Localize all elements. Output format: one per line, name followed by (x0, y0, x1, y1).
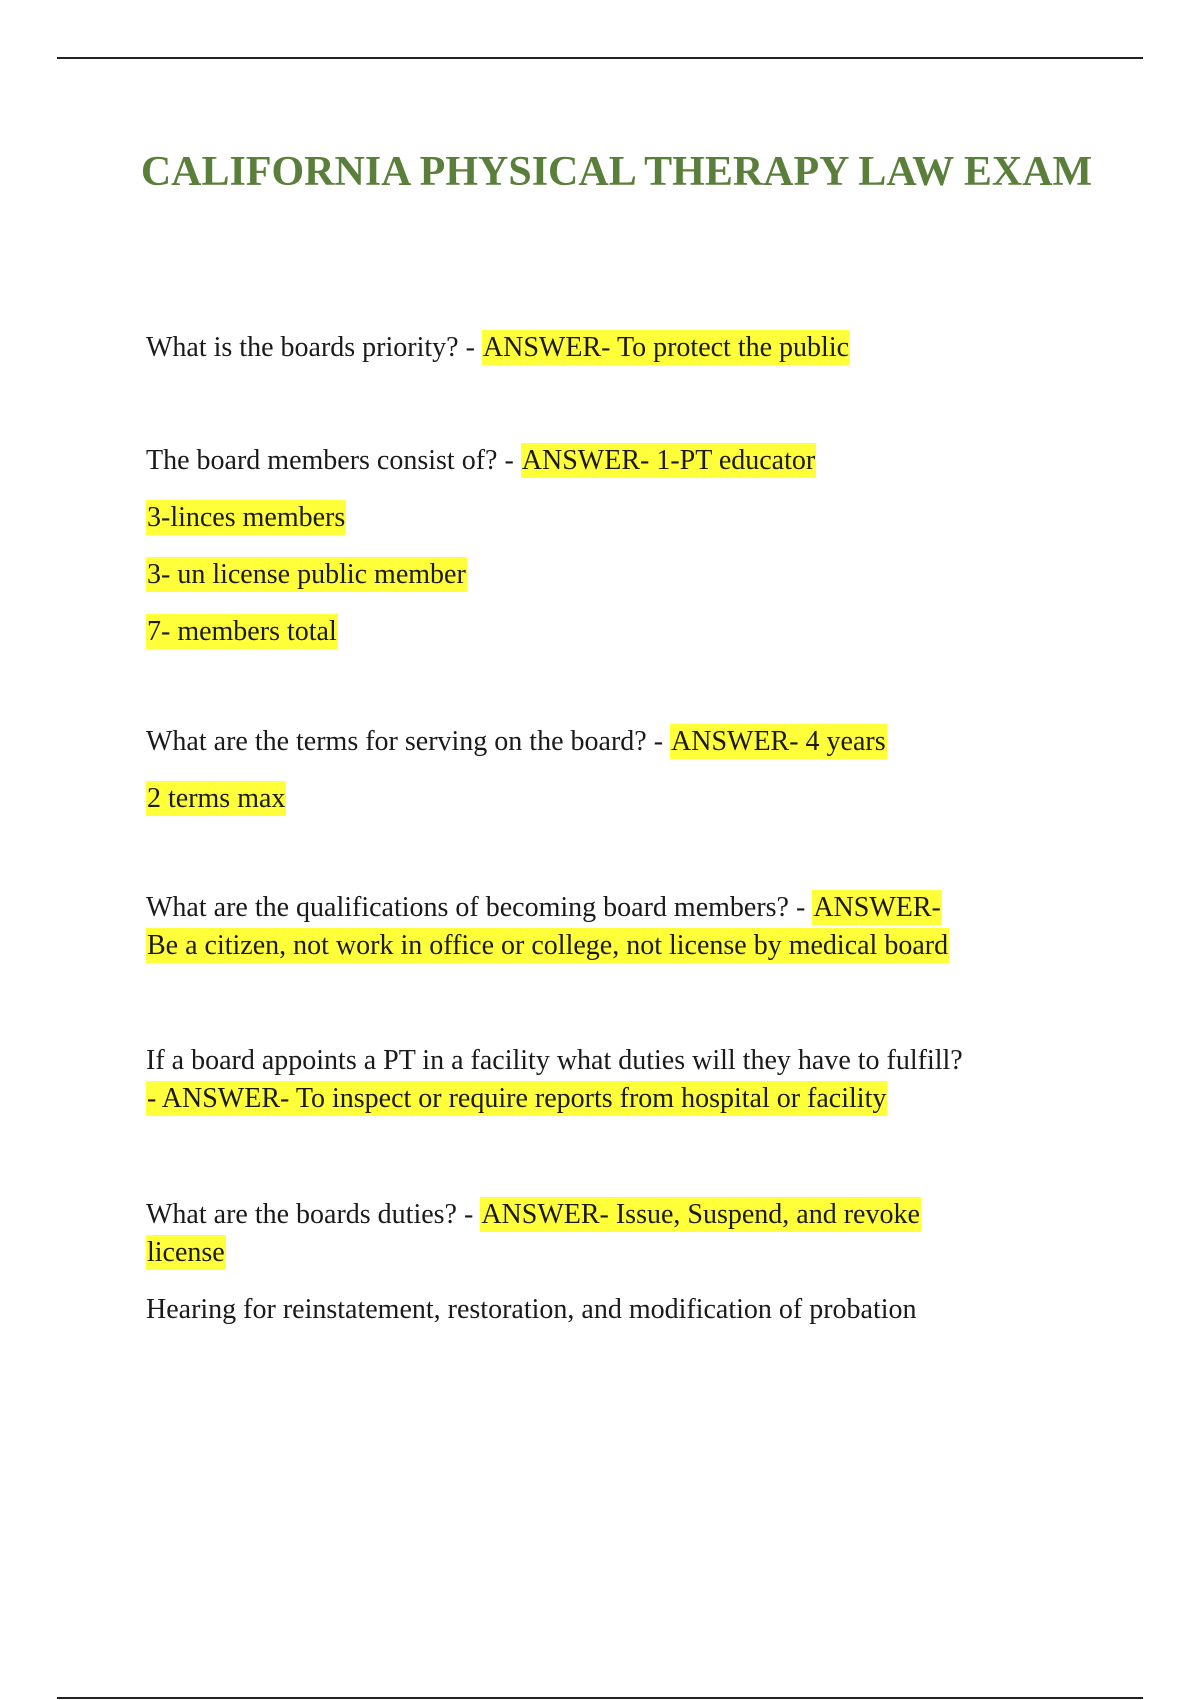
question-text: What are the qualifications of becoming board members? - (146, 892, 813, 923)
answer-highlight: 3-linces members (147, 502, 346, 533)
qa-block-2 (146, 442, 1096, 651)
question-text: What is the boards priority? - (146, 332, 482, 363)
answer-highlight: 3- un license public member (147, 559, 466, 590)
extra-text: Hearing for reinstatement, restoration, and modification of probation (146, 1294, 917, 1325)
qa-block-6 (146, 1196, 1096, 1329)
document-title: CALIFORNIA PHYSICAL THERAPY LAW EXAM (140, 149, 1093, 195)
qa-block-4 (146, 889, 1096, 965)
answer-highlight: ANSWER- Issue, Suspend, and revoke (481, 1199, 920, 1230)
qa-block-3 (146, 723, 1096, 818)
answer-highlight: ANSWER- 1-PT educator (521, 445, 816, 476)
answer-highlight: Be a citizen, not work in office or college, not license by medical board (147, 930, 949, 961)
bottom-rule (57, 1697, 1143, 1699)
question-text: What are the terms for serving on the board? - (146, 726, 671, 757)
question-text: The board members consist of? - (146, 445, 521, 476)
answer-highlight: ANSWER- 4 years (671, 726, 886, 757)
qa-block-1 (146, 329, 1096, 367)
answer-highlight: - ANSWER- To inspect or require reports from hospital or facility (147, 1083, 887, 1114)
question-text: What are the boards duties? - (146, 1199, 481, 1230)
answer-highlight: 7- members total (147, 616, 337, 647)
answer-highlight: ANSWER- To protect the public (482, 332, 850, 363)
answer-highlight: ANSWER- (813, 892, 941, 923)
answer-highlight: license (147, 1237, 225, 1268)
qa-block-5 (146, 1042, 1096, 1118)
answer-highlight: 2 terms max (147, 783, 286, 814)
question-text: If a board appoints a PT in a facility what duties will they have to fulfill? (146, 1045, 963, 1076)
top-rule (57, 57, 1143, 59)
